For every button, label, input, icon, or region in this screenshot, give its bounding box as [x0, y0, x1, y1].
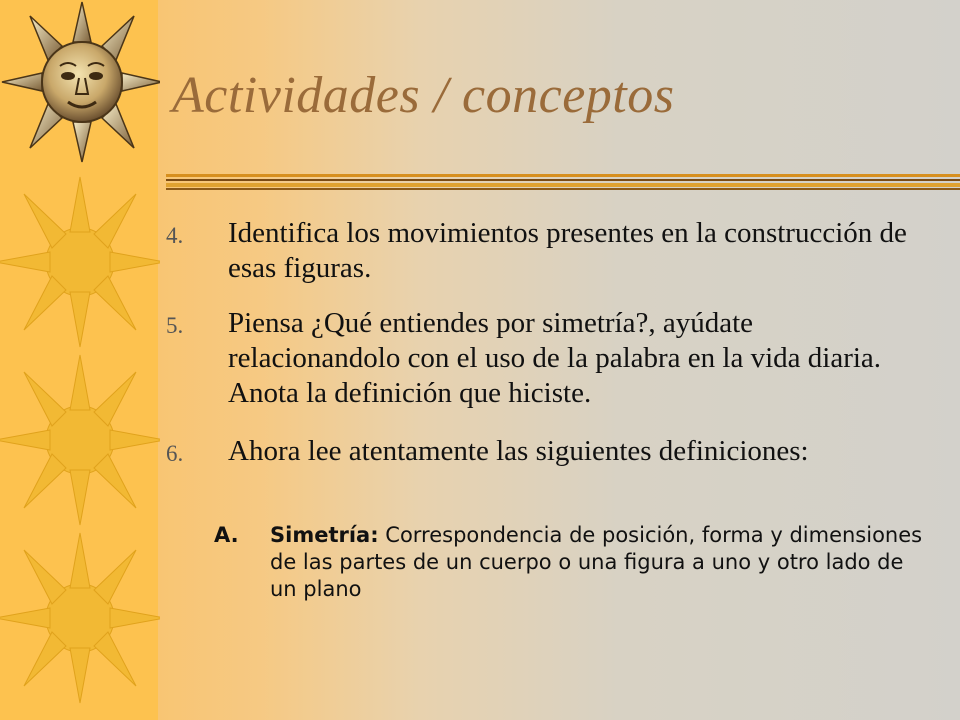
- list-item-number: 6.: [166, 441, 184, 466]
- sun-icon: [0, 177, 160, 347]
- sun-column: [0, 0, 160, 720]
- definition-term: Simetría:: [270, 523, 379, 547]
- definition-text: [270, 522, 934, 603]
- title-divider: [166, 174, 960, 190]
- list-item-number: 4.: [166, 223, 184, 248]
- slide-title: Actividades / conceptos: [172, 67, 675, 124]
- sun-icon: [0, 533, 160, 703]
- list-item-number: 5.: [166, 313, 184, 338]
- list-item-text: Identifica los movimientos presentes en la construcción de esas figuras.: [228, 217, 907, 284]
- list-item-text: Piensa ¿Qué entiendes por simetría?, ayúdate relacionandolo con el uso de la palabra en la vida diaria. Anota la definición que hiciste.: [228, 307, 882, 409]
- sun-icon: [0, 355, 160, 525]
- definition-body: Correspondencia de posición, forma y dimensiones de las partes de un cuerpo o una figura a uno y otro lado de un plano: [270, 523, 923, 601]
- list-item-text: Ahora lee atentamente las siguientes definiciones:: [228, 435, 809, 467]
- definition-letter: A.: [214, 523, 239, 547]
- sun-face-icon: [2, 2, 160, 162]
